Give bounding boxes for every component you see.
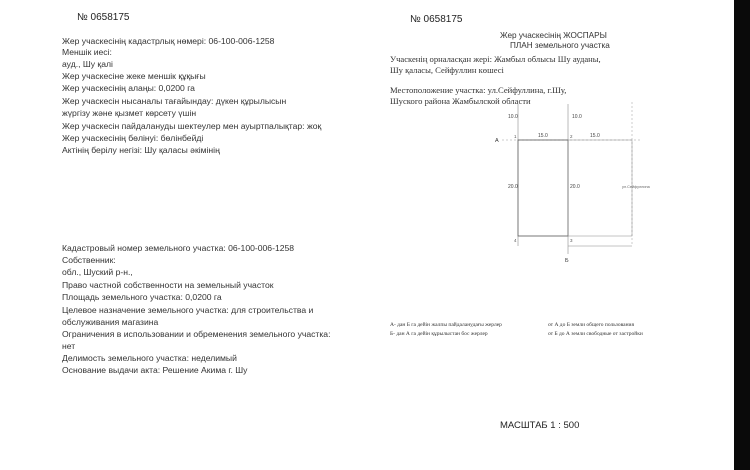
dim-parcel-width: 15.0	[538, 133, 548, 139]
kz-owner-value: ауд., Шу қалі	[62, 59, 113, 69]
dim-strip-height: 20.0	[570, 184, 580, 190]
land-plan-diagram	[490, 96, 650, 266]
legend-row2-ru: от Б до А земли свободные от застройки	[548, 331, 643, 337]
location-kz-line2: Шу қаласы, Сейфуллин көшесі	[390, 65, 504, 75]
legend-row1-ru: от А до Б земли общего пользования	[548, 322, 635, 328]
kz-area: Жер учаскесінің алаңы: 0,0200 га	[62, 83, 195, 93]
kz-divisibility: Жер учаскесінің бөлінуі: бөлінбейді	[62, 133, 204, 143]
location-ru-line2: Шуского района Жамбылской области	[390, 96, 531, 106]
ru-divisibility: Делимость земельного участка: неделимый	[62, 353, 237, 363]
ru-cadastral-number: Кадастровый номер земельного участка: 06-100-006-1258	[62, 243, 295, 253]
doc-number-left: № 0658175	[77, 12, 130, 23]
ru-owner-label: Собственник:	[62, 255, 116, 265]
ru-purpose: Целевое назначение земельного участка: для строительства и	[62, 305, 314, 315]
scan-edge	[734, 0, 750, 470]
kz-basis: Актінің берілу негізі: Шу қаласы әкімінің	[62, 145, 220, 155]
dim-parcel-height: 20.0	[508, 184, 518, 190]
kz-purpose-cont: жүргізу және қызмет көрсету үшін	[62, 108, 197, 118]
doc-number-right: № 0658175	[410, 14, 463, 25]
ru-ownership-right: Право частной собственности на земельный участок	[62, 280, 274, 290]
kz-purpose: Жер учаскесін нысаналы тағайындау: дүкен құрылысын	[62, 96, 287, 106]
point-2: 2	[570, 134, 573, 139]
dim-top-left: 10.0	[508, 114, 518, 120]
location-kz-line1: Учаскенің орналасқан жері: Жамбыл облысы Шу ауданы,	[390, 54, 601, 64]
kz-owner-label: Меншік иесі:	[62, 47, 112, 57]
ru-restrictions: Ограничения в использовании и обременения земельного участка:	[62, 329, 331, 339]
kz-restrictions: Жер учаскесін пайдалануды шектеулер мен ауыртпалықтар: жоқ	[62, 121, 322, 131]
ru-restrictions-val: нет	[62, 341, 76, 351]
point-4: 4	[514, 238, 517, 243]
parcel-boundary	[518, 140, 568, 236]
plan-title-ru: ПЛАН земельного участка	[510, 41, 610, 50]
dim-strip-width: 15.0	[590, 133, 600, 139]
legend-row2-kz: Б- дан А га дейін құрылыстан бос жерлер	[390, 331, 488, 337]
street-label: ул.Сейфуллина	[622, 185, 650, 189]
ru-owner-value: обл., Шуский р-н.,	[62, 267, 133, 277]
point-3: 3	[570, 238, 573, 243]
point-b: Б	[565, 258, 569, 264]
ru-area: Площадь земельного участка: 0,0200 га	[62, 292, 222, 302]
kz-cadastral-number: Жер учаскесінің кадастрлық нөмері: 06-100-006-1258	[62, 36, 275, 46]
dim-top-right: 10.0	[572, 114, 582, 120]
location-ru-line1: Местоположение участка: ул.Сейфуллина, г.Шу,	[390, 85, 567, 95]
point-a: А	[495, 138, 499, 144]
ru-basis: Основание выдачи акта: Решение Акима г. Шу	[62, 365, 248, 375]
plan-title-kz: Жер учаскесінің ЖОСПАРЫ	[500, 31, 607, 40]
legend-row1-kz: А- дан Б га дейін жалпы пайдаланудағы жерлер	[390, 322, 502, 328]
point-1: 1	[514, 134, 517, 139]
ru-purpose-cont: обслуживания магазина	[62, 317, 159, 327]
scale-label: МАСШТАБ 1 : 500	[500, 420, 580, 431]
kz-ownership-right: Жер учаскесіне жеке меншік құқығы	[62, 71, 206, 81]
